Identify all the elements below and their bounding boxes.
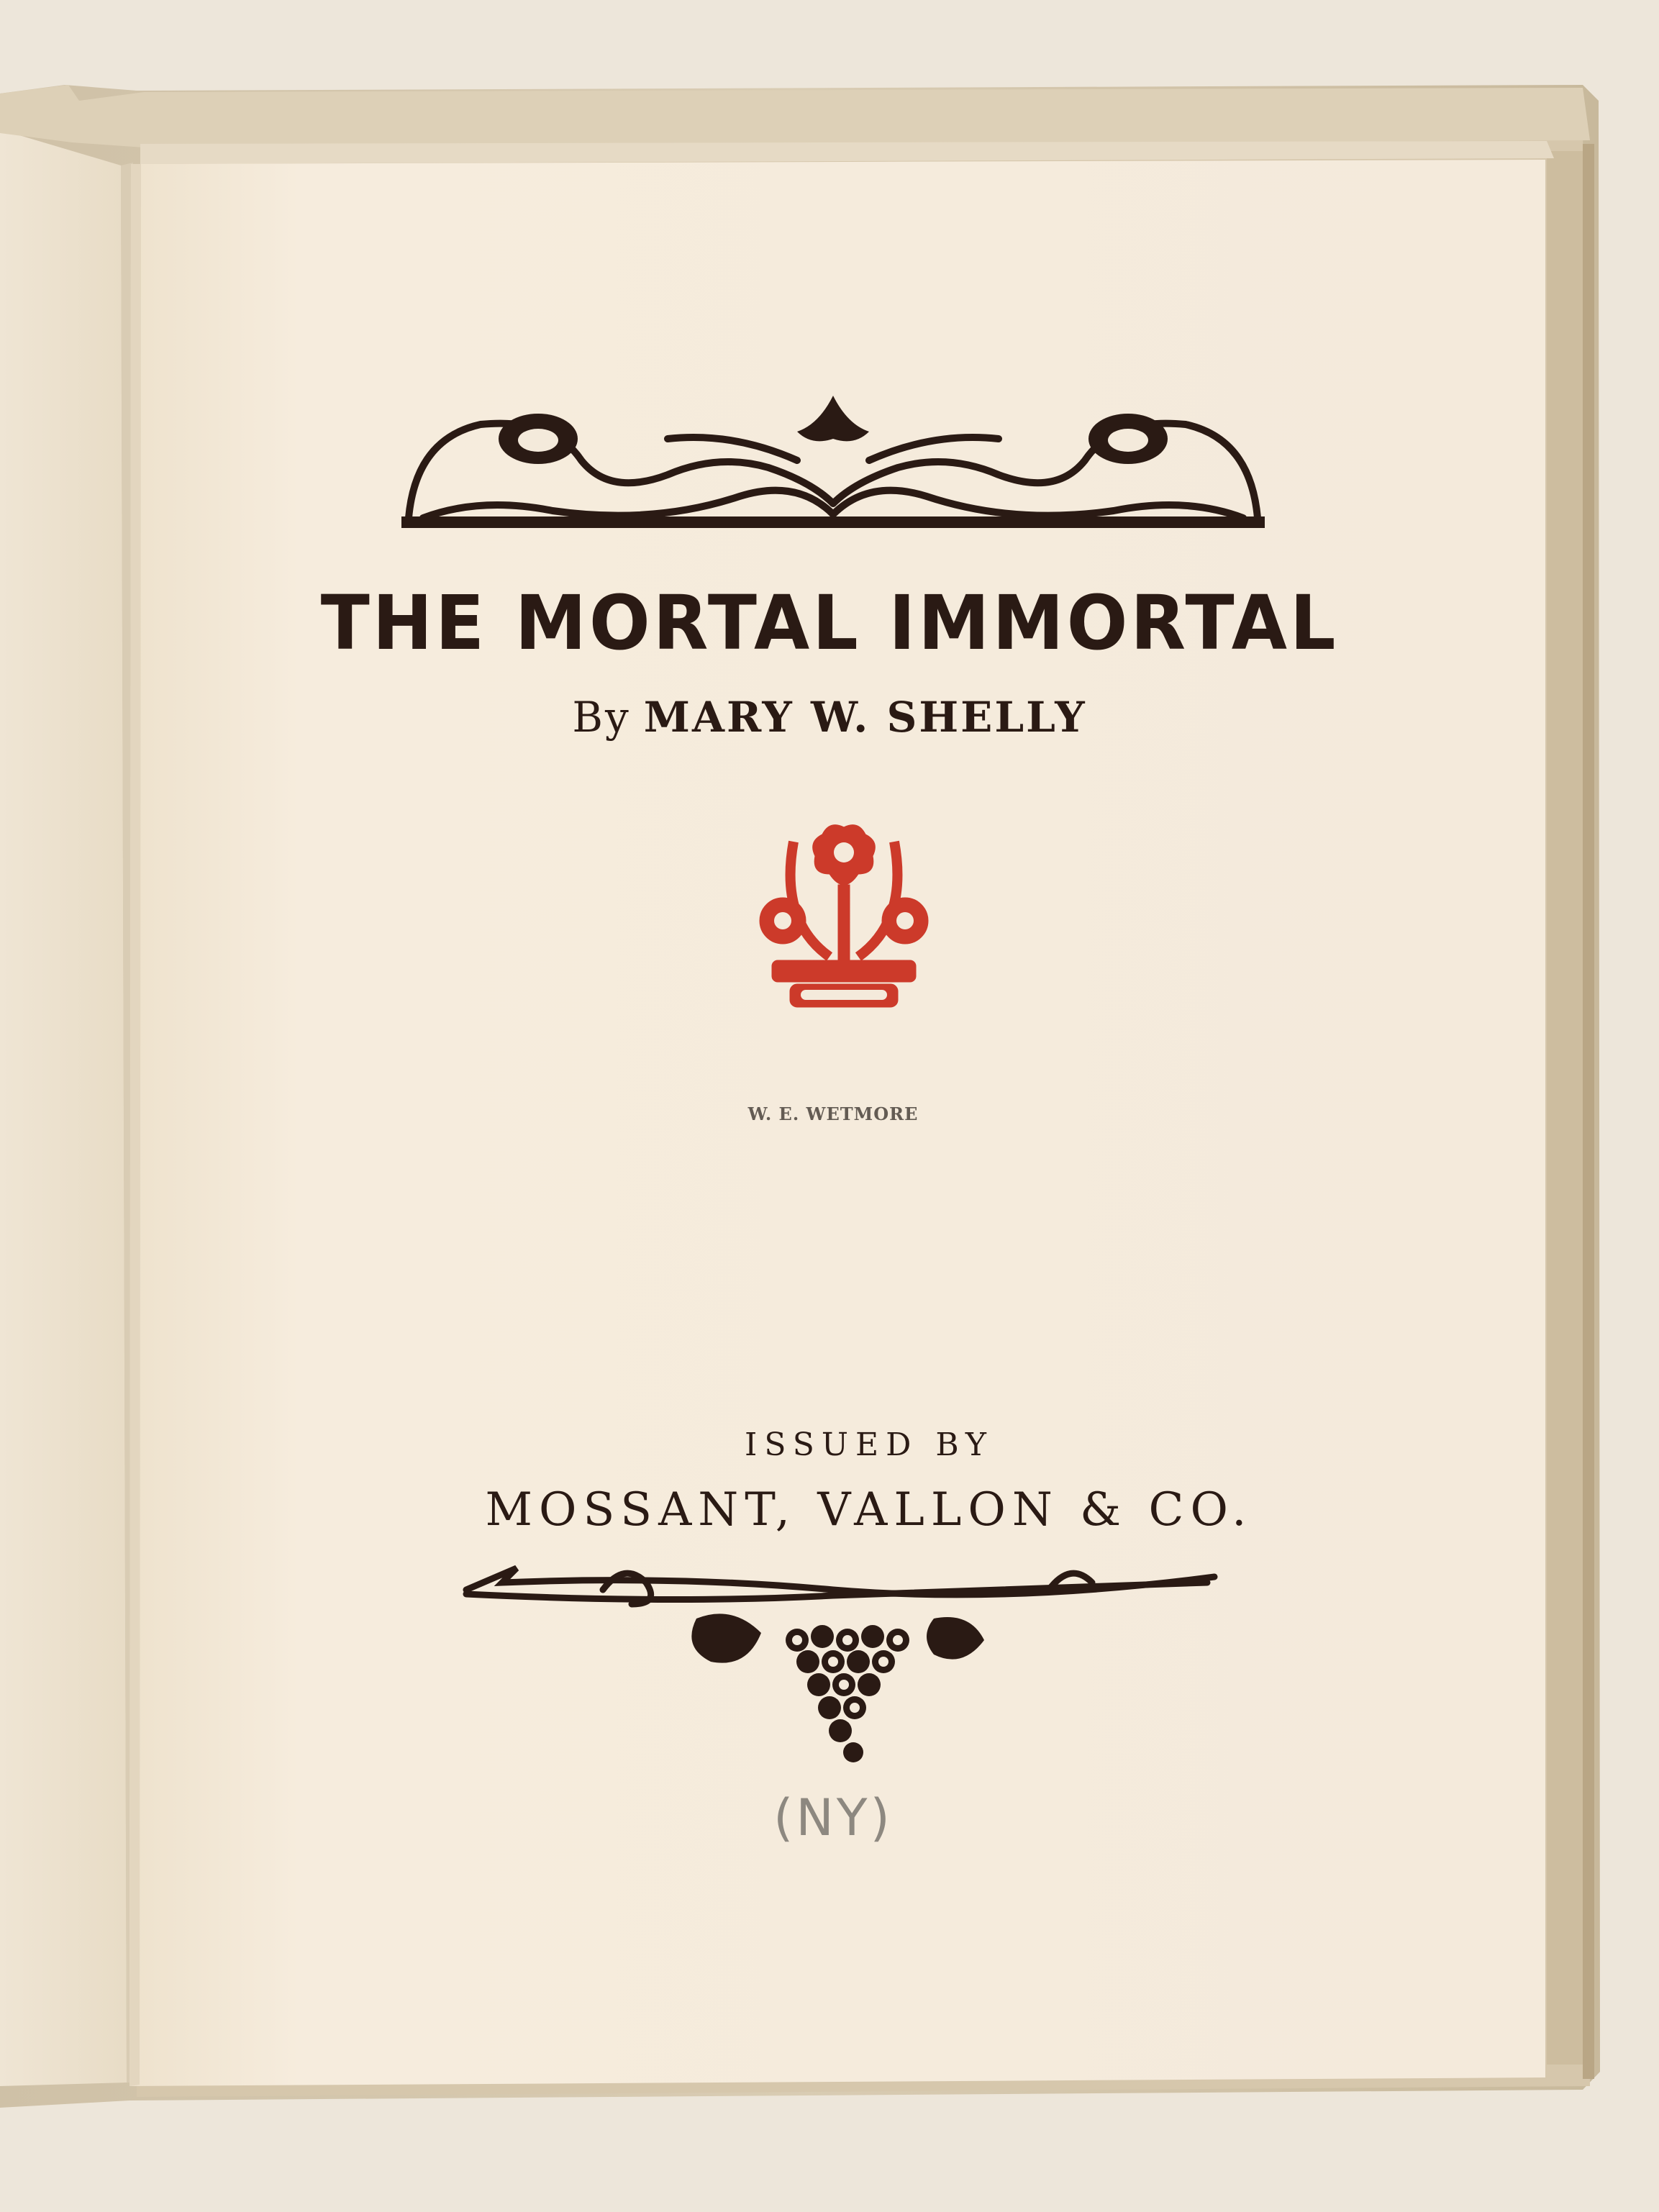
byline-prefix: By (572, 693, 631, 742)
pencil-note: (NY) (773, 1788, 893, 1847)
red-device-ornament (750, 813, 937, 1014)
tailpiece-ornament (459, 1561, 1222, 1777)
headpiece-ornament (394, 388, 1272, 532)
owner-stamp: W. E. WETMORE (747, 1103, 919, 1124)
issued-by-label: ISSUED BY (745, 1426, 994, 1463)
book-title: THE MORTAL IMMORTAL (320, 579, 1339, 667)
publisher-name: MOSSANT, VALLON & CO. (485, 1483, 1253, 1537)
author-byline (0, 693, 1659, 742)
author-name: MARY W. SHELLY (643, 693, 1087, 742)
